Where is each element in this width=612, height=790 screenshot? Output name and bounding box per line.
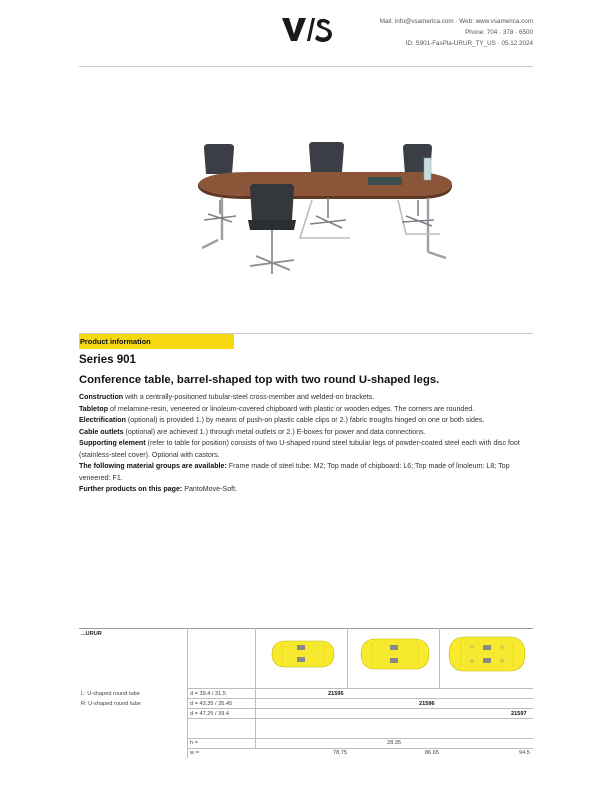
desc-supporting-element: Supporting element (refer to table for position) consists of two U-shaped round steel tubular legs of powder-coated steel each with disc foot (stainless-steel cover). Optional with castors.	[79, 439, 520, 459]
desc-material-groups: The following material groups are available: Frame made of steel tube: M2; Top made of chipboard: L6; Top made of linoleum: L8; Top veneered: F1.	[79, 462, 510, 482]
item-21597: 21597	[511, 711, 527, 717]
desc-electrification: Electrification (optional) is provided 1.) by means of push-on plastic cable clips or 2.) fabric troughs hinged on one or both sides.	[79, 416, 485, 424]
section-label: Product information	[79, 334, 234, 349]
contact-block	[380, 16, 533, 49]
dim-row-2: d = 43.35 / 35.45	[190, 701, 233, 707]
table-code: ...URUR	[81, 631, 102, 637]
width-value-1: 78.75	[333, 750, 347, 756]
desc-cable-outlets: Cable outlets (optional) are achieved 1.) through metal outlets or 2.) E-boxes for power and data connections.	[79, 427, 426, 436]
header-divider	[79, 66, 533, 67]
contact-mail-web: Mail: info@vsamerica.com · Web: www.vsamerica.com	[379, 18, 533, 25]
table-thumbnail-3	[445, 634, 529, 674]
table-thumbnail-1	[268, 638, 338, 670]
product-title: Conference table, barrel-shaped top with two round U-shaped legs.	[79, 374, 440, 386]
dim-row-1: d = 39.4 / 31.5	[190, 691, 226, 697]
legend-right: R: U-shaped round tube	[81, 701, 141, 707]
desc-construction: Construction with a centrally-positioned tubular-steel cross-member and welded-on brackets.	[79, 393, 375, 401]
dimension-table	[79, 628, 533, 758]
product-description	[79, 392, 533, 496]
item-21595: 21595	[328, 691, 344, 697]
desc-further-products: Further products on this page: PantoMove-Soft.	[79, 485, 238, 493]
item-21596: 21596	[419, 701, 435, 707]
product-photo	[190, 140, 460, 280]
desc-tabletop: Tabletop of melamine-resin, veneered or linoleum-covered chipboard with plastic or wooden edges. The corners are rounded.	[79, 404, 475, 413]
dim-row-3: d = 47.25 / 39.4	[190, 711, 230, 717]
width-value-2: 86.65	[425, 750, 439, 756]
table-thumbnail-2	[357, 636, 433, 672]
contact-phone: Phone: 704 · 378 · 6500	[465, 29, 533, 36]
document-id: ID: S901-FasPla-URUR_TY_US · 05.12.2024	[405, 40, 533, 47]
height-value: 28.35	[387, 740, 401, 746]
vs-logo	[280, 14, 332, 44]
height-label: h =	[190, 740, 198, 746]
width-label: w =	[190, 750, 199, 756]
width-value-3: 94.5	[519, 750, 530, 756]
table-top-border	[79, 628, 533, 629]
legend-left: L: U-shaped round tube	[81, 691, 140, 697]
series-title: Series 901	[79, 354, 136, 366]
